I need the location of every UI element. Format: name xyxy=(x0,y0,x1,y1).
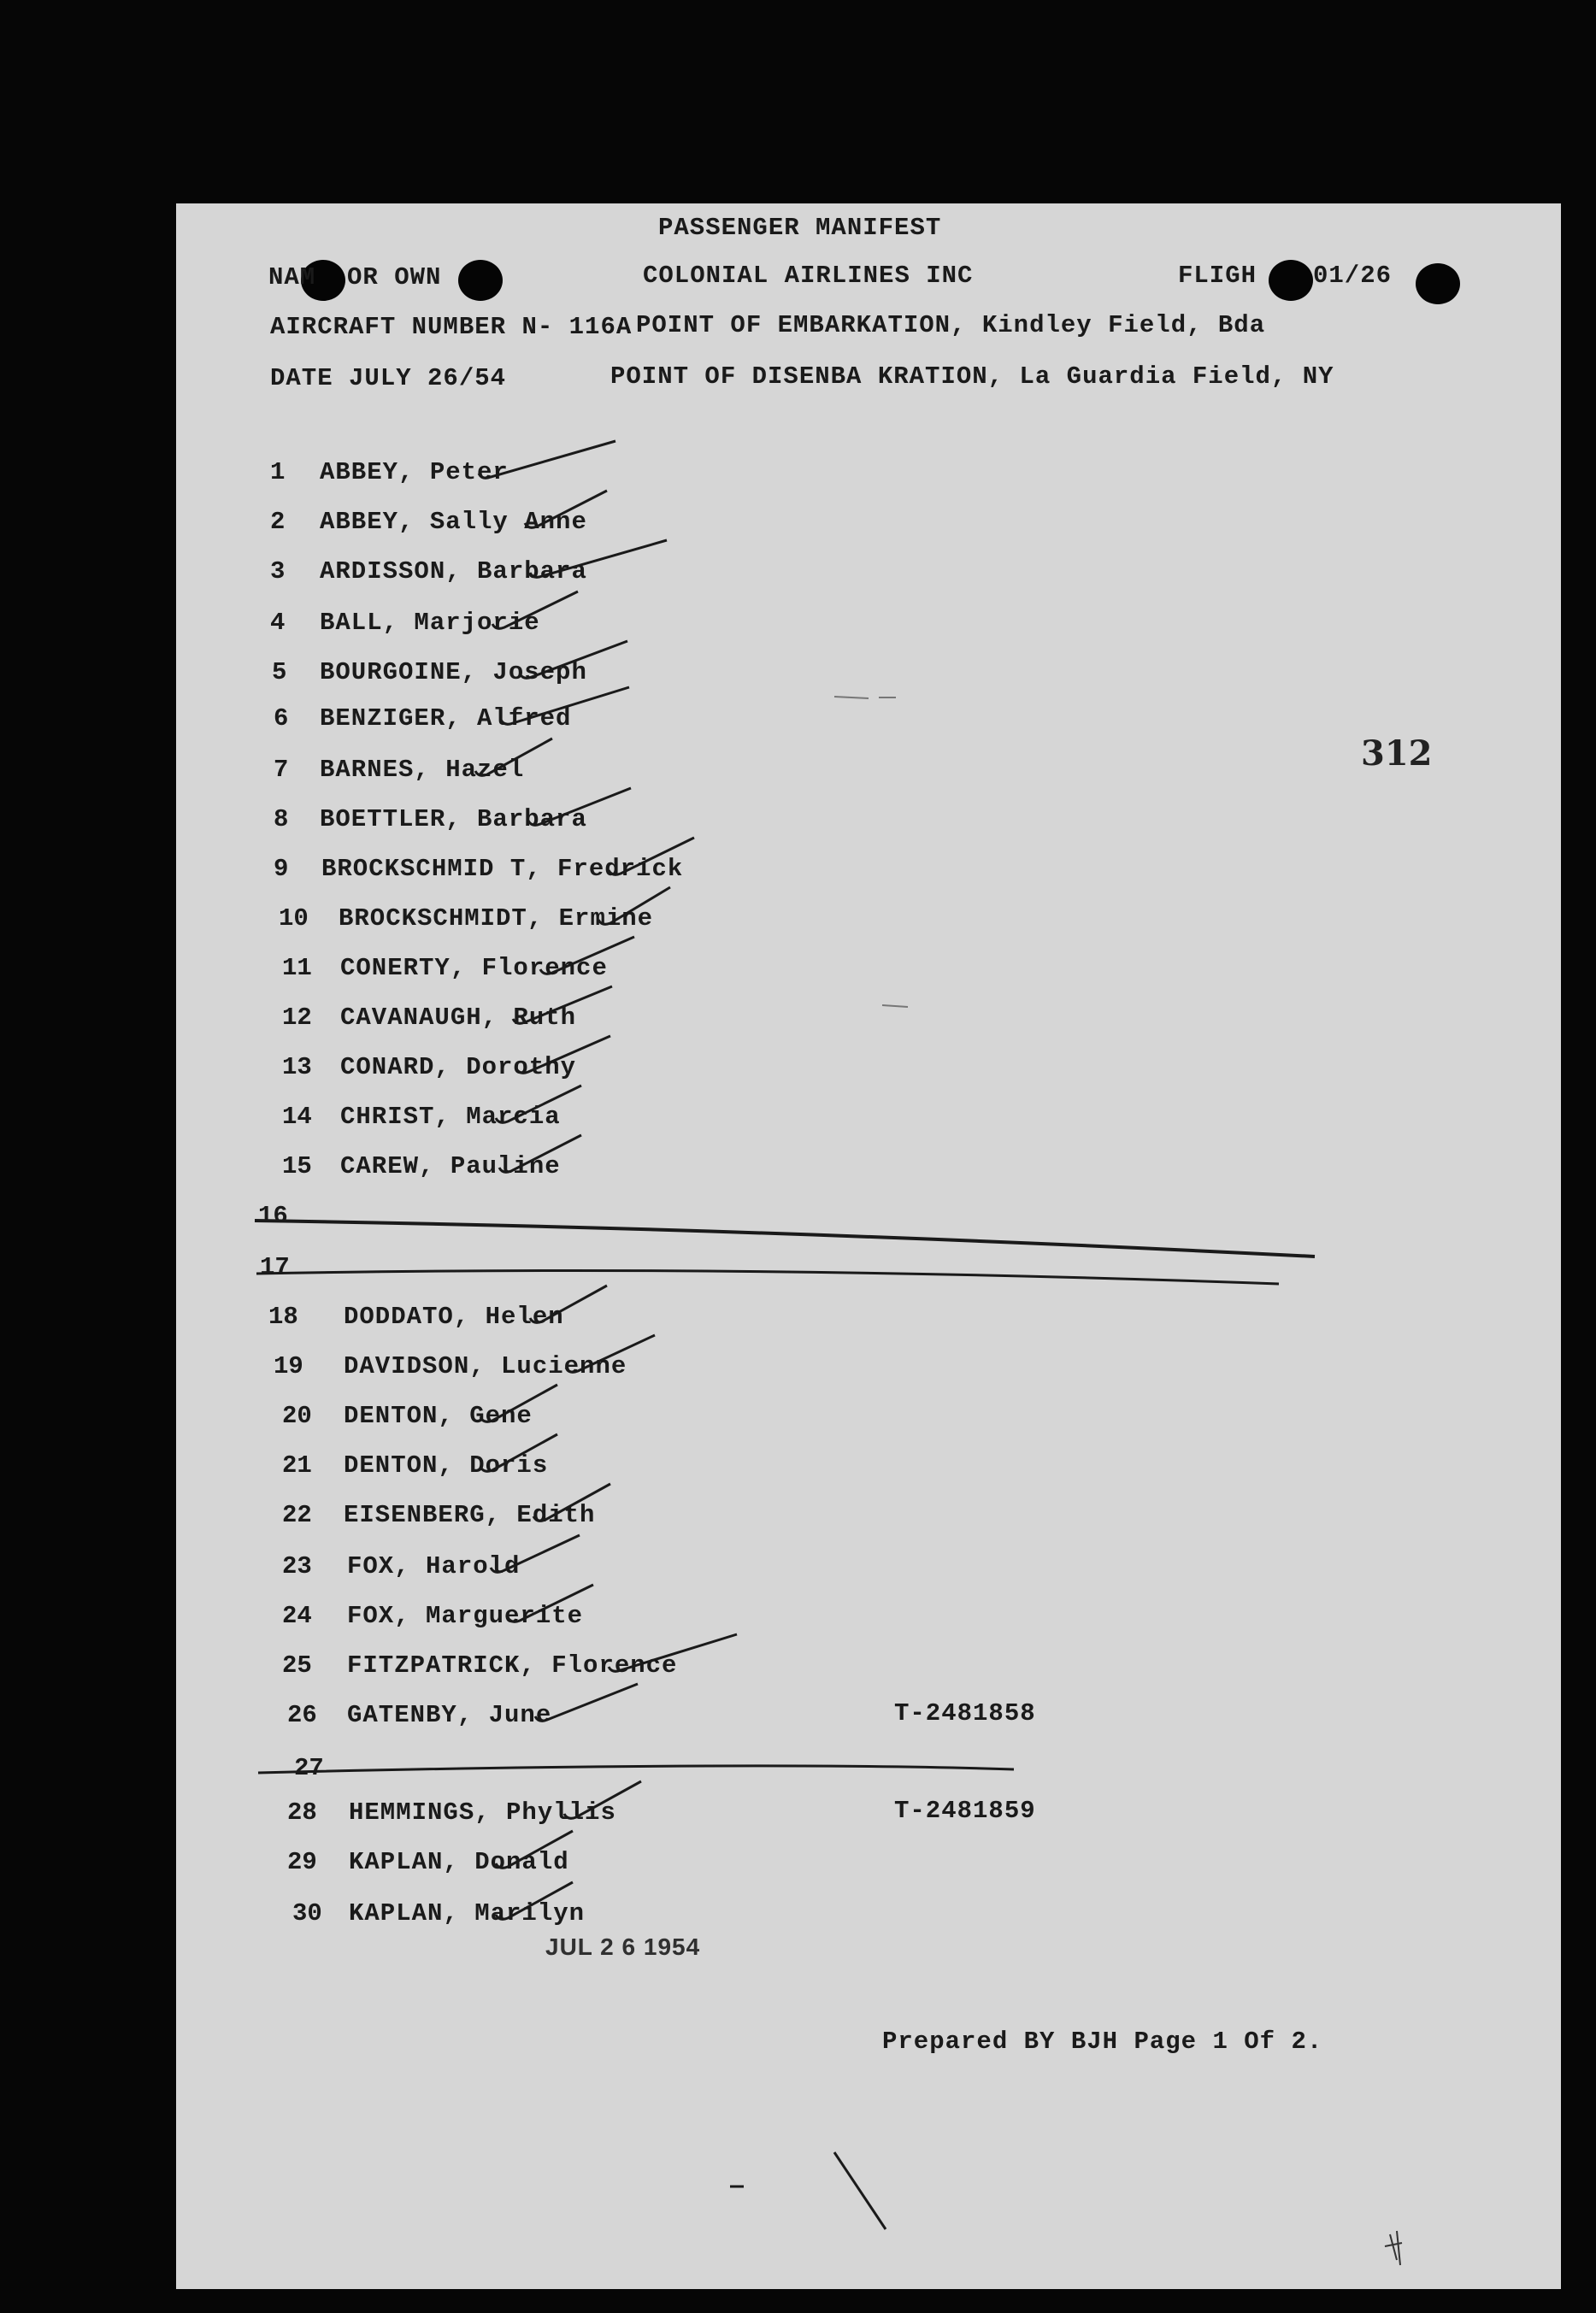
strike-line-row-27 xyxy=(258,1766,1014,1773)
passenger-number: 28 xyxy=(287,1798,317,1827)
manifest-page xyxy=(176,203,1561,2289)
passenger-number: 15 xyxy=(282,1152,312,1180)
passenger-name: FITZPATRICK, Florence xyxy=(347,1651,678,1680)
passenger-name: FOX, Marguerite xyxy=(347,1602,584,1630)
passenger-name: ARDISSON, Barbara xyxy=(320,557,587,586)
passenger-number: 22 xyxy=(282,1501,312,1529)
flight-number: 01/26 xyxy=(1313,262,1393,290)
passenger-name: KAPLAN, Marilyn xyxy=(349,1899,586,1928)
passenger-name: CAREW, Pauline xyxy=(340,1152,561,1180)
name-of-owner-label: NAM xyxy=(268,263,316,291)
date-stamp: JUL 2 6 1954 xyxy=(545,1933,701,1960)
passenger-number: 23 xyxy=(282,1552,312,1580)
passenger-number: 20 xyxy=(282,1402,312,1430)
passenger-number: 29 xyxy=(287,1848,317,1876)
passenger-name: CONARD, Dorothy xyxy=(340,1053,577,1081)
carrier-name: COLONIAL AIRLINES INC xyxy=(643,262,974,290)
passenger-number: 21 xyxy=(282,1451,312,1480)
passenger-name: KAPLAN, Donald xyxy=(349,1848,569,1876)
passenger-name: HEMMINGS, Phyllis xyxy=(349,1798,616,1827)
passenger-number: 25 xyxy=(282,1651,312,1680)
passenger-name: BOETTLER, Barbara xyxy=(320,805,587,833)
strike-line-row-17 xyxy=(256,1270,1279,1284)
passenger-name: BROCKSCHMID T, Fredrick xyxy=(321,855,684,883)
passenger-number: 8 xyxy=(274,805,289,833)
punch-hole xyxy=(1269,260,1313,301)
strike-line-row-16 xyxy=(255,1221,1315,1257)
passenger-name: GATENBY, June xyxy=(347,1701,552,1729)
passenger-name: CAVANAUGH, Ruth xyxy=(340,1003,577,1032)
passenger-number: 5 xyxy=(272,658,287,686)
passenger-number: 13 xyxy=(282,1053,312,1081)
passenger-name: DENTON, Gene xyxy=(344,1402,533,1430)
passenger-number: 10 xyxy=(279,904,309,933)
ticket-number: T-2481858 xyxy=(894,1699,1036,1727)
passenger-name: CONERTY, Florence xyxy=(340,954,608,982)
ticket-number: T-2481859 xyxy=(894,1797,1036,1825)
passenger-name: DODDATO, Helen xyxy=(344,1303,564,1331)
faint-dash xyxy=(834,697,896,698)
punch-hole xyxy=(1416,263,1460,304)
passenger-number: 1 xyxy=(270,458,286,486)
point-of-embarkation: POINT OF EMBARKATION, Kindley Field, Bda xyxy=(636,311,1266,339)
passenger-number: 27 xyxy=(294,1754,324,1782)
passenger-name: EISENBERG, Edith xyxy=(344,1501,596,1529)
manifest-date: DATE JULY 26/54 xyxy=(270,364,507,392)
flight-label: FLIGH xyxy=(1178,262,1257,290)
passenger-name: ABBEY, Peter xyxy=(320,458,509,486)
passenger-name: BENZIGER, Alfred xyxy=(320,704,572,733)
handwritten-page-number: 312 xyxy=(1361,733,1433,774)
passenger-name: FOX, Harold xyxy=(347,1552,521,1580)
name-of-owner-label-b: OR OWN xyxy=(347,263,442,291)
passenger-number: 26 xyxy=(287,1701,317,1729)
edge-marks xyxy=(1385,2231,1402,2265)
passenger-name: BARNES, Hazel xyxy=(320,756,525,784)
manifest-title: PASSENGER MANIFEST xyxy=(658,214,942,242)
passenger-number: 7 xyxy=(274,756,289,784)
point-of-disembarkation: POINT OF DISENBA KRATION, La Guardia Field, NY xyxy=(610,362,1334,391)
passenger-number: 19 xyxy=(274,1352,303,1380)
passenger-number: 9 xyxy=(274,855,289,883)
passenger-number: 2 xyxy=(270,508,286,536)
passenger-number: 11 xyxy=(282,954,312,982)
passenger-number: 30 xyxy=(292,1899,322,1928)
passenger-number: 24 xyxy=(282,1602,312,1630)
passenger-name: BROCKSCHMIDT, Ermine xyxy=(339,904,654,933)
punch-hole xyxy=(458,260,503,301)
passenger-number: 18 xyxy=(268,1303,298,1331)
passenger-number: 3 xyxy=(270,557,286,586)
passenger-number: 4 xyxy=(270,609,286,637)
aircraft-number: AIRCRAFT NUMBER N- 116A xyxy=(270,313,633,341)
passenger-name: DAVIDSON, Lucienne xyxy=(344,1352,627,1380)
passenger-name: DENTON, Doris xyxy=(344,1451,549,1480)
passenger-name: BOURGOINE, Joseph xyxy=(320,658,587,686)
passenger-name: CHRIST, Marcia xyxy=(340,1103,561,1131)
passenger-number: 17 xyxy=(260,1253,290,1281)
passenger-number: 6 xyxy=(274,704,289,733)
passenger-name: BALL, Marjorie xyxy=(320,609,540,637)
passenger-number: 12 xyxy=(282,1003,312,1032)
passenger-name: ABBEY, Sally Anne xyxy=(320,508,587,536)
faint-dash xyxy=(882,1005,908,1007)
passenger-number: 16 xyxy=(258,1202,288,1230)
prepared-by-footer: Prepared BY BJH Page 1 Of 2. xyxy=(882,2028,1323,2056)
margin-mark xyxy=(834,2152,886,2229)
passenger-number: 14 xyxy=(282,1103,312,1131)
